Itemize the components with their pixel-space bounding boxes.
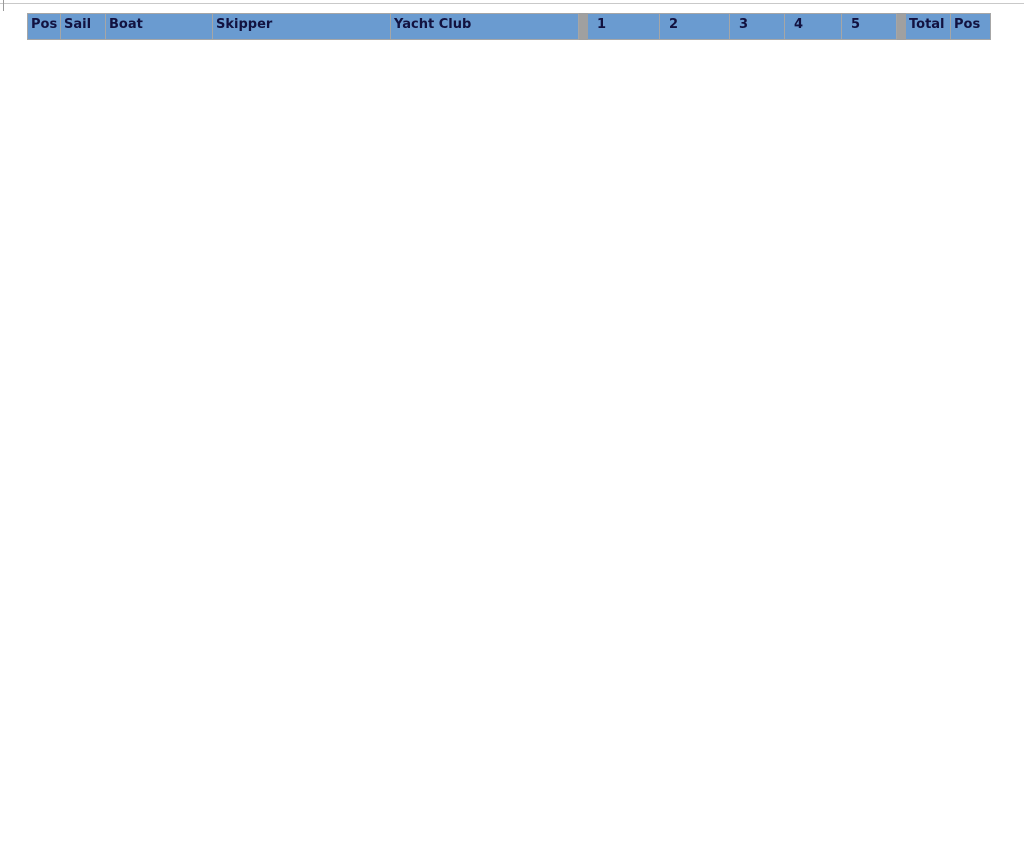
col-header-race-1: 1 <box>588 14 660 40</box>
col-header-race-4: 4 <box>785 14 842 40</box>
col-header-yacht-club: Yacht Club <box>391 14 579 40</box>
col-header-pos: Pos <box>28 14 61 40</box>
page-left-tick <box>3 0 4 11</box>
col-header-skipper: Skipper <box>213 14 391 40</box>
page-top-rule <box>0 3 1024 4</box>
col-header-pos-final: Pos <box>951 14 991 40</box>
col-header-race-5: 5 <box>842 14 897 40</box>
col-header-race-3: 3 <box>730 14 785 40</box>
col-header-total: Total <box>906 14 951 40</box>
separator-column <box>897 14 906 40</box>
col-header-race-2: 2 <box>660 14 730 40</box>
header-row <box>28 14 991 40</box>
col-header-sail: Sail <box>61 14 106 40</box>
regatta-results-table <box>27 13 991 40</box>
separator-column <box>579 14 588 40</box>
col-header-boat: Boat <box>106 14 213 40</box>
